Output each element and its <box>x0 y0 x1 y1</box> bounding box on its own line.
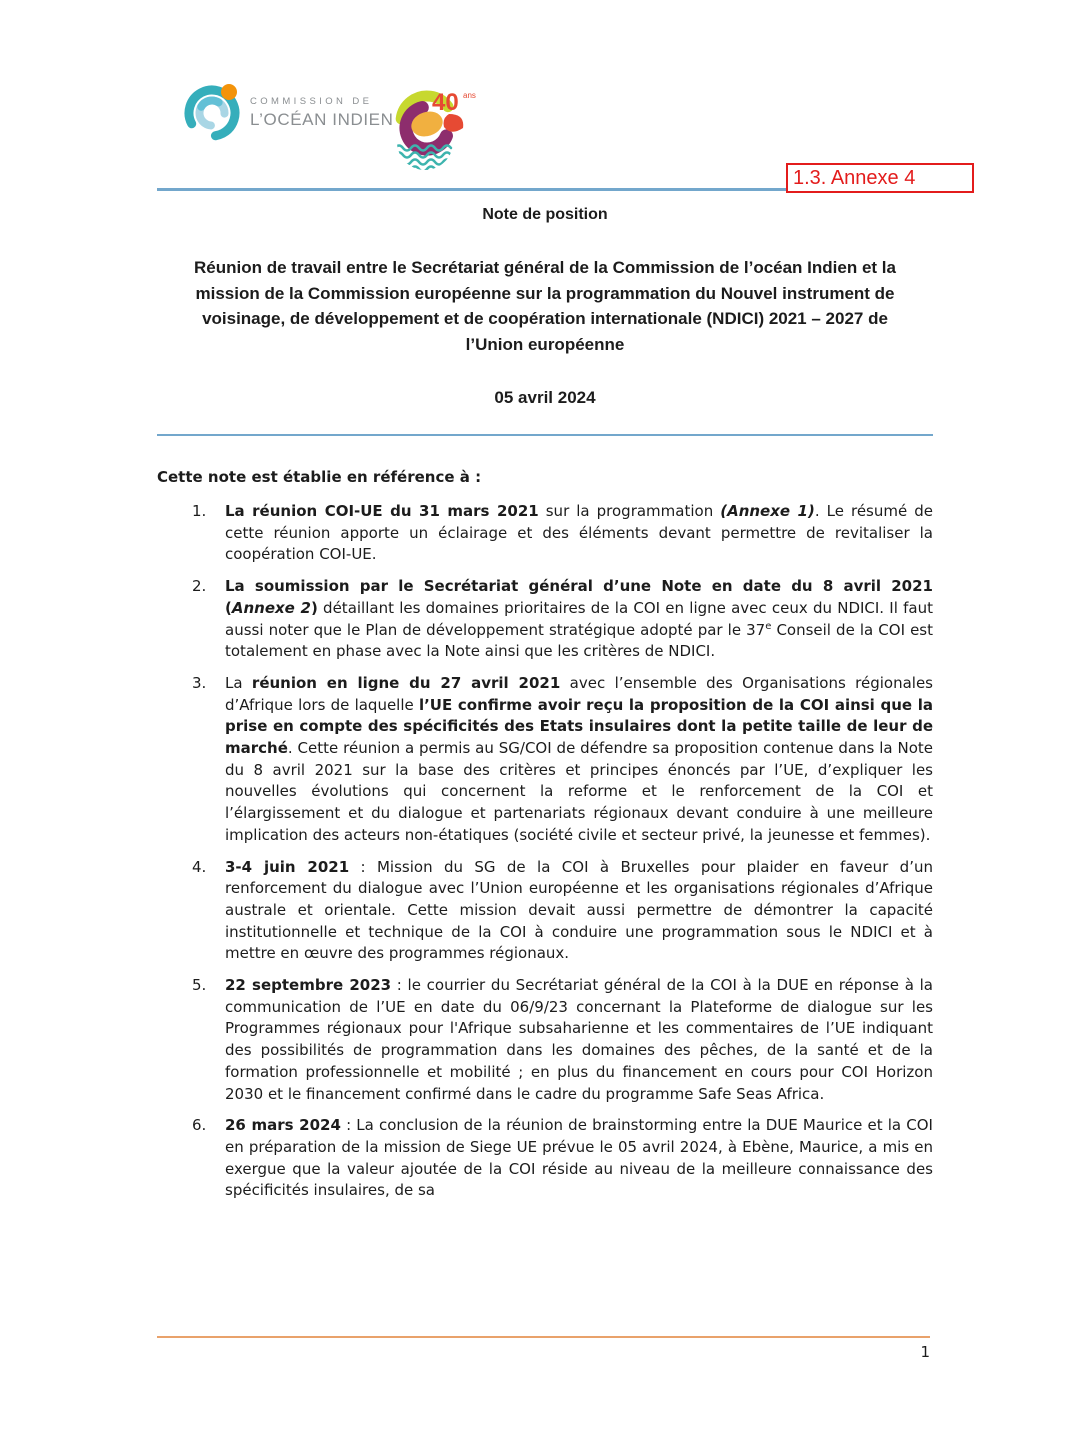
document-date: 05 avril 2024 <box>494 388 596 407</box>
document-title: Note de position <box>482 206 608 223</box>
list-item-number: 2. <box>192 577 207 596</box>
anniversary-number: 40 <box>432 89 459 116</box>
title-rule <box>157 434 933 436</box>
list-item: 6. 26 mars 2024 : La conclusion de la réunion de brainstorming entre la DUE Maurice et la COI en préparation de la mission de Siege UE prévue le 05 avril 2024, à Ebène, Maurice, a mis en exergue que la valeur ajoutée de la COI réside au niveau de la meilleure connaissance des spécificités insulaires, de sa <box>192 1116 933 1200</box>
list-item-number: 1. <box>192 502 207 520</box>
list-item: 1. La réunion COI-UE du 31 mars 2021 sur la programmation (Annexe 1). Le résumé de cette réunion apporte un éclairage et des éléments devant permettre de revitaliser la coopération COI-UE. <box>192 502 933 564</box>
list-item: 3. La réunion en ligne du 27 avril 2021 avec l’ensemble des Organisations régionales d’Afrique lors de laquelle l’UE confirme avoir reçu la proposition de la COI ainsi que la prise en compte des spécificités des Etats insulaires dont la petite taille de leur de marché. Cette réunion a permis au SG/COI de défendre sa proposition contenue dans la Note du 8 avril 2021 sur la base des critères et principes énoncés par l’UE, d’expliquer les nouvelles évolutions qui concernent la reforme et le renforcement de la COI et l’élargissement et du dialogue et partenariats régionaux devant conduire à une meilleure implication des acteurs non-étatiques (société civile et secteur privé, la jeunesse et femmes). <box>192 673 933 844</box>
intro-heading: Cette note est établie en référence à : <box>157 468 482 486</box>
annex-stamp <box>786 163 974 193</box>
coi-logo-icon <box>184 83 242 141</box>
list-item-number: 4. <box>192 857 207 876</box>
anniversary-40-logo-icon <box>387 84 481 176</box>
list-item: 2. La soumission par le Secrétariat général d’une Note en date du 8 avril 2021 (Annexe 2) détaillant les domaines prioritaires de la COI en ligne avec ceux du NDICI. Il faut aussi noter que le Plan de développement stratégique adopté par le 37e Conseil de la COI est totalement en phase avec la Note ainsi que les critères de NDICI. <box>192 577 933 661</box>
list-item: 4. 3-4 juin 2021 : Mission du SG de la COI à Bruxelles pour plaider en faveur d’un renforcement du dialogue avec l’Union européenne et les organisations régionales d’Afrique australe et orientale. Cette mission devait aussi permettre de démontrer la capacité institutionnelle et technique de la COI à conduire une programmation sous le NDICI et à mettre en œuvre des programmes régionaux. <box>192 857 933 963</box>
coi-logo-text-line2: L’OCÉAN INDIEN <box>250 110 394 129</box>
coi-logo-text-line1: COMMISSION DE <box>250 96 373 107</box>
document-subject: Réunion de travail entre le Secrétariat général de la Commission de l’océan Indien et la mission de la Commission européenne sur la programmation du Nouvel instrument de voisinage, de développement et de coopération internationale (NDICI) 2021 – 2027 de l’Union européenne <box>194 258 896 354</box>
page-number: 1 <box>920 1343 930 1361</box>
list-item-number: 6. <box>192 1116 207 1135</box>
reference-list <box>157 501 933 1202</box>
annex-stamp-label: 1.3. Annexe 4 <box>793 167 916 189</box>
document-body <box>157 196 933 1212</box>
list-item-number: 3. <box>192 673 207 692</box>
footer-rule <box>157 1336 930 1338</box>
anniversary-suffix: ans <box>463 91 476 100</box>
coi-logo-wordmark <box>250 96 394 130</box>
list-item: 5. 22 septembre 2023 : le courrier du Secrétariat général de la COI à la DUE en réponse à la communication de l’UE en date du 06/9/23 concernant la Plateforme de dialogue sur les Programmes régionaux pour l'Afrique subsaharienne et les commentaires de l’UE indiquant des possibilités de programmation dans les domaines des pêches, de la santé et de la formation professionnelle et mobilité ; en plus du financement en cours pour COI Horizon 2030 et le financement confirmé dans le cadre du programme Safe Seas Africa. <box>192 976 933 1103</box>
list-item-number: 5. <box>192 976 207 995</box>
